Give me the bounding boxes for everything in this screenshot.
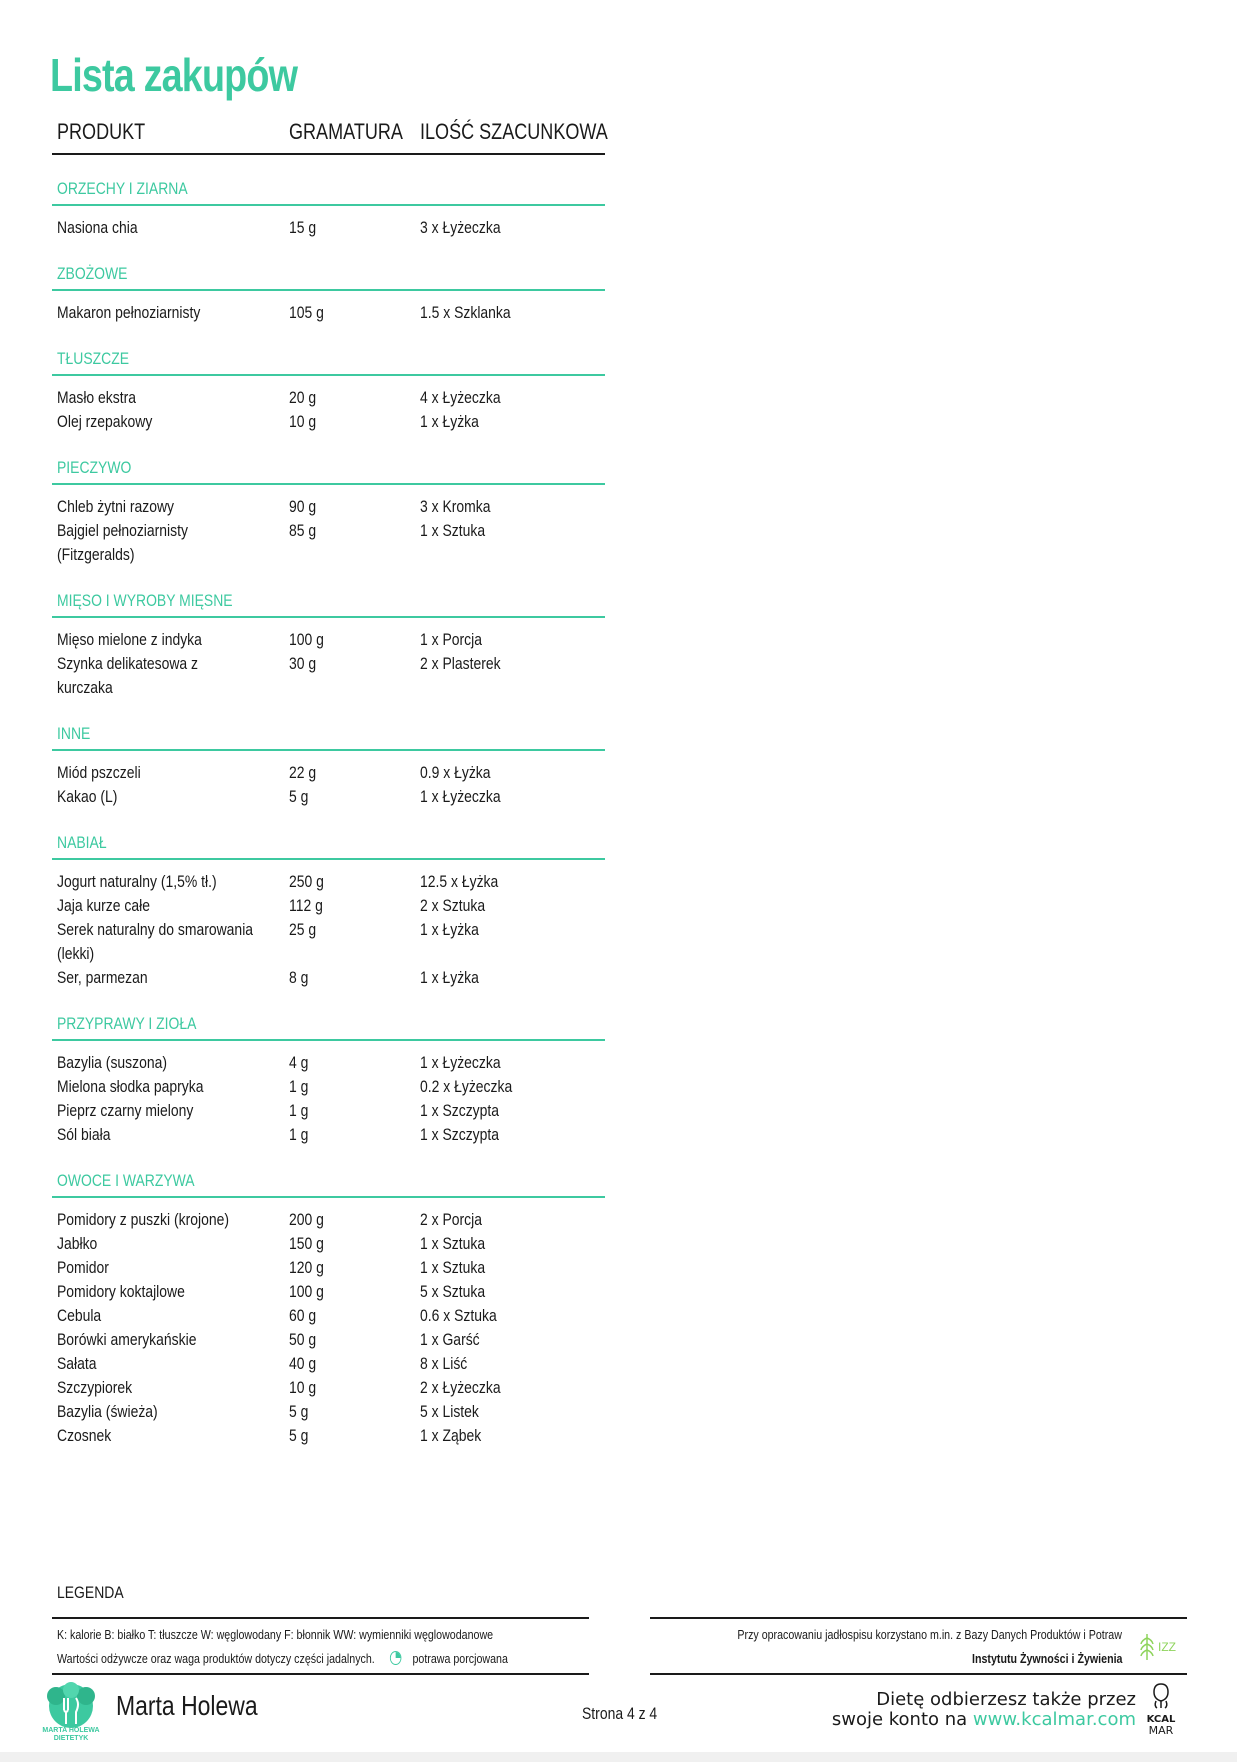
- category-header: [52, 829, 605, 860]
- product-quantity: 2 x Plasterek: [420, 654, 501, 673]
- product-name: Olej rzepakowy: [57, 412, 153, 431]
- legend-divider-bottom: [52, 1673, 589, 1675]
- category-name: NABIAŁ: [57, 833, 107, 852]
- product-quantity: 1 x Łyżeczka: [420, 1053, 501, 1072]
- table-row: [52, 1208, 605, 1232]
- table-row: [52, 870, 605, 894]
- category-items: [52, 485, 605, 567]
- product-quantity: 1 x Łyżka: [420, 968, 479, 987]
- product-name: Cebula: [57, 1306, 102, 1325]
- product-weight: 100 g: [289, 630, 324, 649]
- category-items: [52, 376, 605, 434]
- product-weight: 25 g: [289, 920, 317, 939]
- product-weight: 5 g: [289, 787, 309, 806]
- product-name: Sól biała: [57, 1125, 111, 1144]
- table-row: [52, 1400, 605, 1424]
- product-name: Chleb żytni razowy: [57, 497, 174, 516]
- logo-caption-role: DIETETYK: [53, 1735, 89, 1742]
- product-weight: 10 g: [289, 412, 317, 431]
- kcalmar-logo-top: KCAL: [1146, 1714, 1176, 1725]
- table-row: [52, 894, 605, 918]
- product-name: Szynka delikatesowa z kurczaka: [57, 654, 199, 697]
- product-quantity: 0.2 x Łyżeczka: [420, 1077, 513, 1096]
- table-row: [52, 495, 605, 519]
- table-row: [52, 1328, 605, 1352]
- product-quantity: 1 x Sztuka: [420, 1234, 486, 1253]
- izz-logo: [1138, 1632, 1180, 1662]
- product-weight: 10 g: [289, 1378, 317, 1397]
- product-name: Pomidor: [57, 1258, 109, 1277]
- table-row: [52, 1424, 605, 1448]
- product-quantity: 5 x Listek: [420, 1402, 479, 1421]
- category-header: [52, 1010, 605, 1041]
- product-quantity: 0.6 x Sztuka: [420, 1306, 497, 1325]
- product-weight: 15 g: [289, 218, 317, 237]
- table-row: [52, 1232, 605, 1256]
- product-quantity: 0.9 x Łyżka: [420, 763, 491, 782]
- product-quantity: 5 x Sztuka: [420, 1282, 486, 1301]
- product-quantity: 4 x Łyżeczka: [420, 388, 501, 407]
- category-header: [52, 1167, 605, 1198]
- table-row: [52, 1352, 605, 1376]
- table-row: [52, 966, 605, 990]
- table-row: [52, 410, 605, 434]
- product-weight: 112 g: [289, 896, 323, 915]
- product-quantity: 1 x Łyżka: [420, 920, 479, 939]
- legend-portion-label: potrawa porcjowana: [412, 1651, 508, 1666]
- product-weight: 5 g: [289, 1426, 309, 1445]
- category-items: [52, 860, 605, 990]
- table-header: [52, 116, 608, 155]
- table-row: [52, 1051, 605, 1075]
- table-row: [52, 652, 605, 700]
- legend-title: LEGENDA: [57, 1583, 124, 1602]
- category-list: [52, 175, 605, 1448]
- category-items: [52, 291, 605, 325]
- product-name: Szczypiorek: [57, 1378, 133, 1397]
- product-name: Pieprz czarny mielony: [57, 1101, 194, 1120]
- product-quantity: 8 x Liść: [420, 1354, 468, 1373]
- category-name: MIĘSO I WYROBY MIĘSNE: [57, 591, 233, 610]
- product-weight: 60 g: [289, 1306, 317, 1325]
- category-items: [52, 1041, 605, 1147]
- logo-caption: [40, 1727, 102, 1743]
- table-row: [52, 918, 605, 966]
- product-name: Jogurt naturalny (1,5% tł.): [57, 872, 217, 891]
- product-quantity: 1 x Porcja: [420, 630, 482, 649]
- product-weight: 50 g: [289, 1330, 317, 1349]
- source-divider-bottom: [650, 1673, 1187, 1675]
- product-name: Bazylia (świeża): [57, 1402, 158, 1421]
- category-name: INNE: [57, 724, 91, 743]
- product-weight: 30 g: [289, 654, 317, 673]
- product-name: Masło ekstra: [57, 388, 137, 407]
- product-name: Ser, parmezan: [57, 968, 148, 987]
- product-name: Jaja kurze całe: [57, 896, 150, 915]
- table-row: [52, 1280, 605, 1304]
- product-name: Bajgiel pełnoziarnisty (Fitzgeralds): [57, 521, 188, 564]
- table-row: [52, 519, 605, 567]
- column-header-product: PRODUKT: [57, 119, 146, 144]
- logo-caption-name: MARTA HOLEWA: [42, 1727, 100, 1734]
- category-header: [52, 587, 605, 618]
- table-row: [52, 1304, 605, 1328]
- legend-note: [57, 1651, 508, 1666]
- table-row: [52, 785, 605, 809]
- kcalmar-logo-bottom: MAR: [1148, 1724, 1174, 1737]
- product-quantity: 1 x Łyżeczka: [420, 787, 501, 806]
- table-row: [52, 1099, 605, 1123]
- product-name: Jabłko: [57, 1234, 98, 1253]
- product-name: Sałata: [57, 1354, 97, 1373]
- shopping-list-table: [52, 116, 608, 1448]
- product-name: Mięso mielone z indyka: [57, 630, 202, 649]
- category-name: PIECZYWO: [57, 458, 132, 477]
- category-header: [52, 454, 605, 485]
- promo-text: [832, 1690, 1136, 1730]
- product-quantity: 1 x Ząbek: [420, 1426, 482, 1445]
- table-row: [52, 1123, 605, 1147]
- promo-line-1: Dietę odbierzesz także przez: [876, 1689, 1136, 1710]
- source-line-2: Instytutu Żywności i Żywienia: [971, 1651, 1122, 1666]
- product-weight: 120 g: [289, 1258, 324, 1277]
- product-weight: 5 g: [289, 1402, 309, 1421]
- product-weight: 1 g: [289, 1101, 309, 1120]
- legend-divider-top: [52, 1617, 589, 1619]
- column-header-weight: GRAMATURA: [289, 119, 403, 144]
- category-header: [52, 175, 605, 206]
- product-quantity: 2 x Porcja: [420, 1210, 482, 1229]
- product-weight: 100 g: [289, 1282, 324, 1301]
- category-name: TŁUSZCZE: [57, 349, 130, 368]
- category-items: [52, 206, 605, 240]
- product-quantity: 3 x Kromka: [420, 497, 491, 516]
- category-name: PRZYPRAWY I ZIOŁA: [57, 1014, 197, 1033]
- category-header: [52, 260, 605, 291]
- product-name: Pomidory z puszki (krojone): [57, 1210, 229, 1229]
- product-name: Serek naturalny do smarowania (lekki): [57, 920, 254, 963]
- product-name: Czosnek: [57, 1426, 112, 1445]
- footer-bar: [0, 1752, 1237, 1762]
- author-name: Marta Holewa: [116, 1690, 258, 1721]
- category-items: [52, 618, 605, 700]
- promo-line-2-prefix: swoje konto na: [831, 1709, 973, 1730]
- product-weight: 90 g: [289, 497, 317, 516]
- product-weight: 200 g: [289, 1210, 324, 1229]
- product-weight: 22 g: [289, 763, 317, 782]
- category-header: [52, 345, 605, 376]
- product-name: Borówki amerykańskie: [57, 1330, 197, 1349]
- product-weight: 250 g: [289, 872, 324, 891]
- product-name: Makaron pełnoziarnisty: [57, 303, 201, 322]
- product-quantity: 1 x Sztuka: [420, 1258, 486, 1277]
- source-divider-top: [650, 1617, 1187, 1619]
- product-quantity: 12.5 x Łyżka: [420, 872, 499, 891]
- product-name: Kakao (L): [57, 787, 118, 806]
- category-items: [52, 1198, 605, 1448]
- page-title: Lista zakupów: [50, 49, 298, 101]
- product-weight: 4 g: [289, 1053, 309, 1072]
- product-weight: 150 g: [289, 1234, 324, 1253]
- source-line-1: Przy opracowaniu jadłospisu korzystano m.in. z Bazy Danych Produktów i Potraw: [737, 1627, 1122, 1642]
- product-weight: 105 g: [289, 303, 324, 322]
- table-row: [52, 1075, 605, 1099]
- table-row: [52, 216, 605, 240]
- product-name: Pomidory koktajlowe: [57, 1282, 185, 1301]
- product-quantity: 3 x Łyżeczka: [420, 218, 501, 237]
- product-name: Miód pszczeli: [57, 763, 141, 782]
- table-row: [52, 301, 605, 325]
- product-weight: 20 g: [289, 388, 317, 407]
- category-name: ORZECHY I ZIARNA: [57, 179, 188, 198]
- page-number: Strona 4 z 4: [582, 1704, 658, 1723]
- column-header-estimate: ILOŚĆ SZACUNKOWA: [420, 119, 608, 144]
- product-quantity: 1 x Garść: [420, 1330, 480, 1349]
- product-name: Bazylia (suszona): [57, 1053, 168, 1072]
- table-row: [52, 1376, 605, 1400]
- product-weight: 1 g: [289, 1077, 309, 1096]
- promo-url-link[interactable]: www.kcalmar.com: [972, 1709, 1136, 1730]
- table-row: [52, 386, 605, 410]
- product-quantity: 1 x Łyżka: [420, 412, 479, 431]
- product-weight: 8 g: [289, 968, 309, 987]
- promo-line-2: [832, 1710, 1136, 1730]
- product-quantity: 2 x Sztuka: [420, 896, 486, 915]
- product-quantity: 1 x Szczypta: [420, 1101, 500, 1120]
- product-name: Mielona słodka papryka: [57, 1077, 204, 1096]
- product-weight: 40 g: [289, 1354, 317, 1373]
- table-row: [52, 761, 605, 785]
- wheat-icon: [1138, 1632, 1156, 1662]
- product-quantity: 1 x Sztuka: [420, 521, 486, 540]
- table-row: [52, 1256, 605, 1280]
- category-items: [52, 751, 605, 809]
- table-row: [52, 628, 605, 652]
- legend-abbreviations: K: kalorie B: białko T: tłuszcze W: węglowodany F: błonnik WW: wymienniki węglowodanowe: [57, 1627, 494, 1642]
- product-name: Nasiona chia: [57, 218, 138, 237]
- category-header: [52, 720, 605, 751]
- legend-edible-note: Wartości odżywcze oraz waga produktów dotyczy części jadalnych.: [57, 1651, 375, 1666]
- kcalmar-logo: [1143, 1680, 1179, 1742]
- product-weight: 1 g: [289, 1125, 309, 1144]
- product-weight: 85 g: [289, 521, 317, 540]
- category-name: ZBOŻOWE: [57, 264, 128, 283]
- izz-logo-letters: IZZ: [1158, 1640, 1176, 1654]
- product-quantity: 1 x Szczypta: [420, 1125, 500, 1144]
- portion-icon: [390, 1651, 401, 1665]
- product-quantity: 1.5 x Szklanka: [420, 303, 511, 322]
- category-name: OWOCE I WARZYWA: [57, 1171, 195, 1190]
- product-quantity: 2 x Łyżeczka: [420, 1378, 501, 1397]
